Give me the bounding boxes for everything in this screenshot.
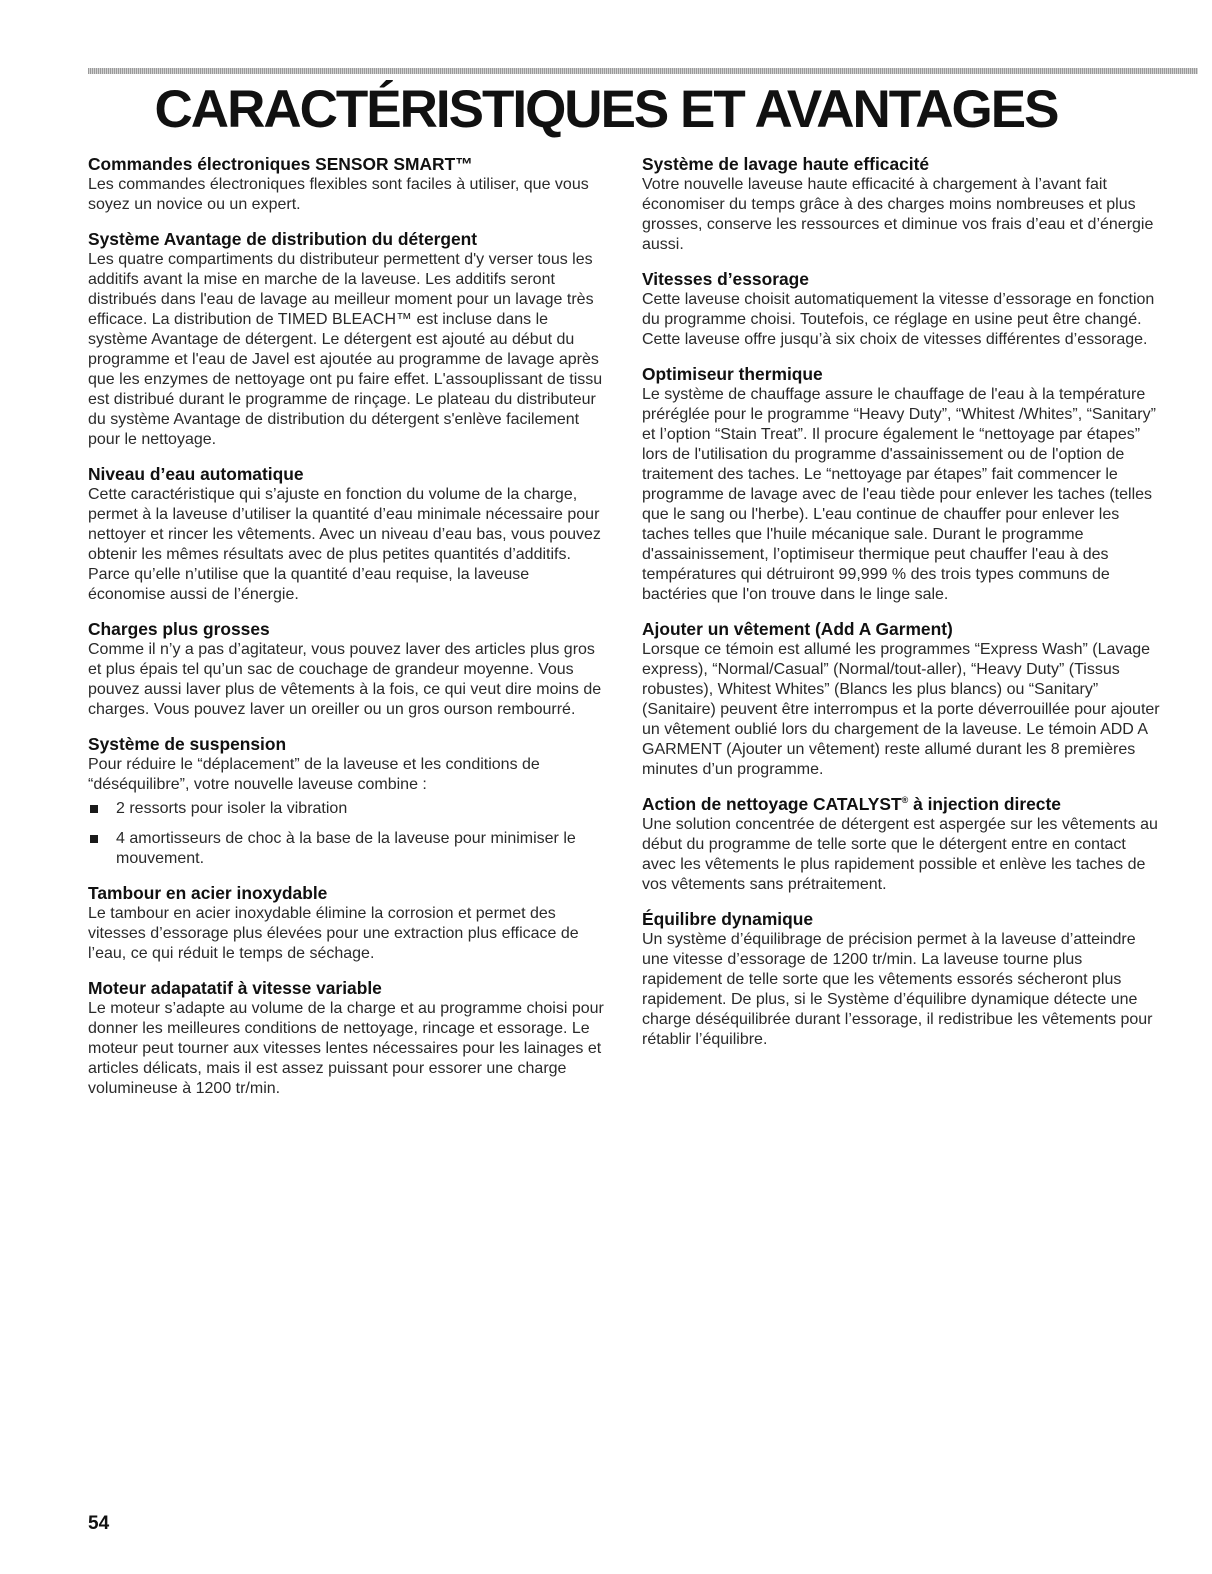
page-number: 54 — [88, 1513, 110, 1534]
section-text: Les quatre compartiments du distributeur permettent d'y verser tous les additifs avant la mise en marche de la laveuse. Les additifs seront distribués dans l'eau de lavage au meilleur moment pour un lavage très efficace. La distribution de TIMED BLEACH™ est incluse dans le système Avantage de détergent. Le détergent est ajouté au début du programme et l'eau de Javel est ajoutée au programme de lavage après que les enzymes de nettoyage ont pu faire effet. L'assouplissant de tissu est distribué durant le programme de rinçage. Le plateau du distributeur du système Avantage de distribution du détergent s'enlève facilement pour le nettoyage. — [88, 251, 603, 448]
section-text: Pour réduire le “déplacement” de la laveuse et les conditions de “déséquilibre”, votre nouvelle laveuse combine : — [88, 756, 540, 793]
section-larger-loads — [88, 619, 604, 720]
section-text: Une solution concentrée de détergent est aspergée sur les vêtements au début du programme de telle sorte que le détergent entre en contact avec les vêtements le plus rapidement possible et enlève les taches de vos vêtements sans prétraitement. — [642, 816, 1158, 893]
section-sensor-smart — [88, 154, 604, 215]
section-heading: Tambour en acier inoxydable — [88, 883, 328, 903]
section-text: Les commandes électroniques flexibles sont faciles à utiliser, que vous soyez un novice ou un expert. — [88, 176, 589, 213]
registered-mark: ® — [901, 795, 909, 806]
section-motor — [88, 978, 604, 1099]
section-detergent-system — [88, 229, 604, 450]
section-heading: Équilibre dynamique — [642, 909, 814, 929]
list-item — [88, 799, 604, 819]
section-heading: Système Avantage de distribution du détergent — [88, 229, 478, 249]
section-water-level — [88, 464, 604, 605]
square-bullet-icon — [90, 805, 98, 813]
square-bullet-icon — [90, 835, 98, 843]
section-text: Comme il n’y a pas d’agitateur, vous pouvez laver des articles plus gros et plus épais tel qu’un sac de couchage de grandeur moyenne. Vous pouvez aussi laver plus de vêtements à la fois, ce qui veut dire moins de charges. Vous pouvez laver un oreiller ou un gros ourson rembourré. — [88, 641, 602, 718]
section-heading: Ajouter un vêtement (Add A Garment) — [642, 619, 953, 639]
section-text: Lorsque ce témoin est allumé les programmes “Express Wash” (Lavage express), “Normal/Casual” (Normal/tout-aller), “Heavy Duty” (Tissus robustes), Whitest Whites” (Blancs les plus blancs) ou “Sanitary” (Sanitaire) peuvent être interrompus et la porte déverrouillée pour ajouter un vêtement oublié lors du chargement de la laveuse. Le témoin ADD A GARMENT (Ajouter un vêtement) reste allumé durant les 8 premières minutes d’un programme. — [642, 641, 1160, 778]
section-heading: Optimiseur thermique — [642, 364, 823, 384]
section-high-efficiency — [642, 154, 1162, 255]
section-text: Le système de chauffage assure le chauffage de l'eau à la température préréglée pour le programme “Heavy Duty”, “Whitest /Whites”, “Sanitary” et l’option “Stain Treat”. Il procure également le “nettoyage par étapes” lors de l'utilisation du programme d'assainissement ou de l'option de traitement des taches. Le “nettoyage par étapes” fait commencer le programme de lavage avec de l'eau tiède pour enlever les taches (telles que le sang ou l'herbe). L'eau continue de chauffer pour enlever les taches telles que l'huile mécanique sale. Durant le programme d'assainissement, l’optimiseur thermique peut chauffer l'eau à des températures qui détruiront 99,999 % des trois types communs de bactéries que l'on trouve dans le linge sale. — [642, 386, 1156, 603]
section-text: Un système d’équilibrage de précision permet à la laveuse d’atteindre une vitesse d’essorage de 1200 tr/min. La laveuse tourne plus rapidement de telle sorte que les vêtements essorés sécheront plus rapidement. De plus, si le Système d’équilibre dynamique détecte une charge déséquilibrée durant l’essorage, il redistribue les vêtements pour rétablir l’équilibre. — [642, 931, 1153, 1048]
section-drum — [88, 883, 604, 964]
section-heading: Commandes électroniques SENSOR SMART™ — [88, 154, 473, 174]
bullet-list — [88, 799, 604, 869]
section-heading: Système de suspension — [88, 734, 287, 754]
section-heading: Vitesses d’essorage — [642, 269, 809, 289]
section-text: Le moteur s’adapte au volume de la charge et au programme choisi pour donner les meilleures conditions de nettoyage, rincage et essorage. Le moteur peut tourner aux vitesses lentes nécessaires pour les lainages et articles délicats, mais il est assez puissant pour essorer une charge volumineuse à 1200 tr/min. — [88, 1000, 604, 1097]
section-text: Cette laveuse choisit automatiquement la vitesse d’essorage en fonction du programme choisi. Toutefois, ce réglage en usine peut être changé. Cette laveuse offre jusqu’à six choix de vitesses différentes d’essorage. — [642, 291, 1155, 348]
list-item-text: 4 amortisseurs de choc à la base de la laveuse pour minimiser le mouvement. — [116, 830, 576, 867]
right-column — [642, 154, 1162, 1064]
section-heading — [642, 794, 1162, 815]
page-title: CARACTÉRISTIQUES ET AVANTAGES — [154, 80, 1058, 139]
section-text: Le tambour en acier inoxydable élimine la corrosion et permet des vitesses d’essorage plus élevées pour une extraction plus efficace de l’eau, ce qui réduit le temps de séchage. — [88, 905, 579, 962]
section-heading: Moteur adapatatif à vitesse variable — [88, 978, 382, 998]
section-add-garment — [642, 619, 1162, 780]
section-catalyst — [642, 794, 1162, 895]
heading-suffix: à injection directe — [908, 794, 1061, 814]
section-dynamic-balance — [642, 909, 1162, 1050]
section-spin-speeds — [642, 269, 1162, 350]
section-heading: Niveau d’eau automatique — [88, 464, 304, 484]
section-text: Cette caractéristique qui s’ajuste en fonction du volume de la charge, permet à la laveuse d’utiliser la quantité d’eau minimale nécessaire pour nettoyer et rincer les vêtements. Avec un niveau d’eau bas, vous pouvez obtenir les mêmes résultats avec de plus petites quantités d’additifs. Parce qu’elle n’utilise que la quantité d’eau requise, la laveuse économise aussi de l’énergie. — [88, 486, 601, 603]
list-item-text: 2 ressorts pour isoler la vibration — [116, 800, 348, 817]
section-heading: Charges plus grosses — [88, 619, 270, 639]
header-rule — [88, 68, 1198, 74]
left-column — [88, 154, 604, 1113]
heading-prefix: Action de nettoyage CATALYST — [642, 794, 902, 814]
section-text: Votre nouvelle laveuse haute efficacité à chargement à l’avant fait économiser du temps grâce à des charges moins nombreuses et plus grosses, conserve les ressources et diminue vos frais d’eau et d’énergie aussi. — [642, 176, 1154, 253]
list-item — [88, 829, 604, 869]
section-heading: Système de lavage haute efficacité — [642, 154, 930, 174]
section-thermal-optimizer — [642, 364, 1162, 605]
section-suspension — [88, 734, 604, 869]
